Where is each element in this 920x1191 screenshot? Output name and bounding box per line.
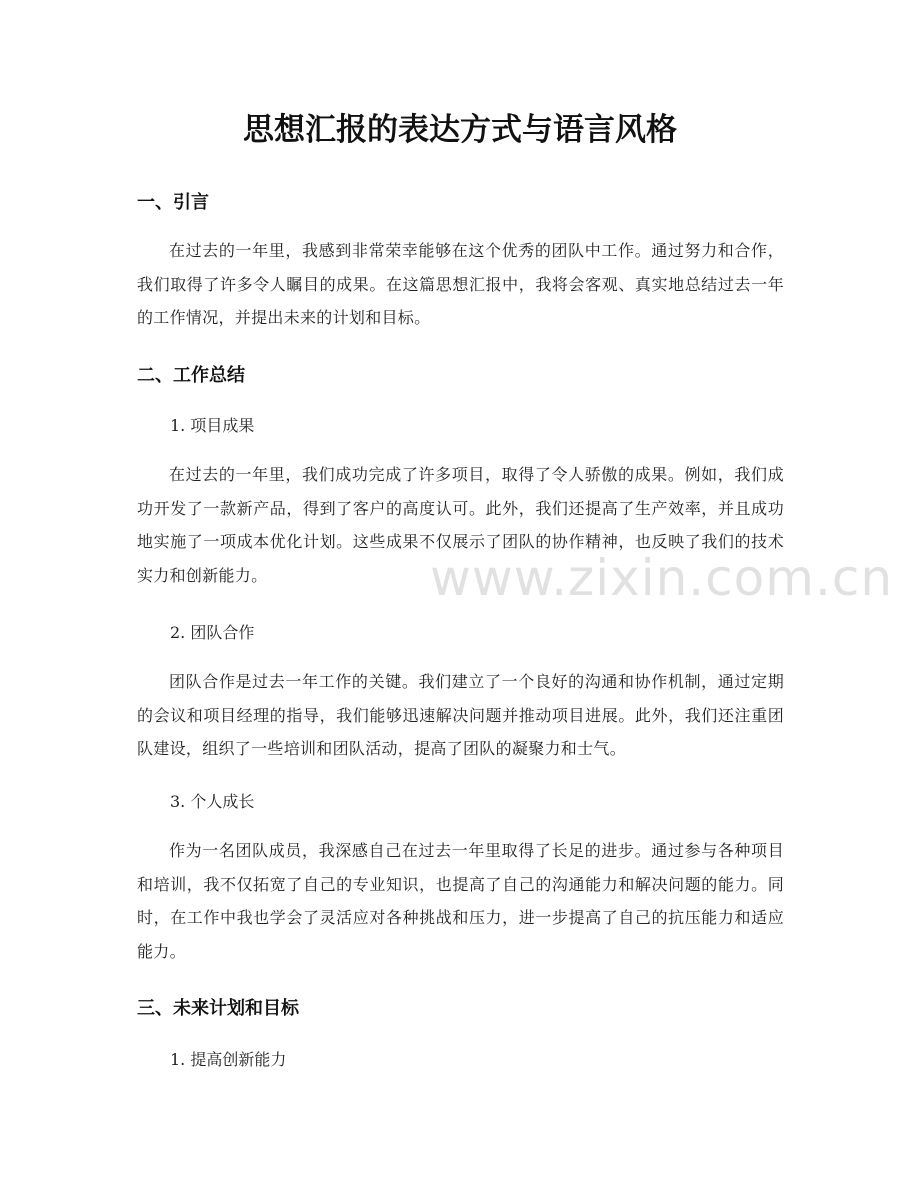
subsection-label-project-results: 1. 项目成果 [170,416,255,435]
document-title: 思想汇报的表达方式与语言风格 [243,112,677,148]
introduction-paragraph: 在过去的一年里，我感到非常荣幸能够在这个优秀的团队中工作。通过努力和合作，我们取得了许多令人瞩目的成果。在这篇思想汇报中，我将会客观、真实地总结过去一年的工作情况，并提出未来的计划和目标。 [137,241,784,327]
subsection-label-teamwork: 2. 团队合作 [170,623,255,642]
section-heading-work-summary: 二、工作总结 [137,365,245,386]
teamwork-paragraph: 团队合作是过去一年工作的关键。我们建立了一个良好的沟通和协作机制，通过定期的会议和项目经理的指导，我们能够迅速解决问题并推动项目进展。此外，我们还注重团队建设，组织了一些培训和团队活动，提高了团队的凝聚力和士气。 [137,672,784,758]
subsection-label-innovation: 1. 提高创新能力 [170,1050,287,1069]
watermark-text: www.zixin.com.cn [430,549,894,607]
subsection-label-personal-growth: 3. 个人成长 [170,792,255,811]
section-heading-introduction: 一、引言 [137,192,209,213]
project-results-paragraph: 在过去的一年里，我们成功完成了许多项目，取得了令人骄傲的成果。例如，我们成功开发了一款新产品，得到了客户的高度认可。此外，我们还提高了生产效率，并且成功地实施了一项成本优化计划。这些成果不仅展示了团队的协作精神，也反映了我们的技术实力和创新能力。 [137,465,784,585]
personal-growth-paragraph: 作为一名团队成员，我深感自己在过去一年里取得了长足的进步。通过参与各种项目和培训，我不仅拓宽了自己的专业知识，也提高了自己的沟通能力和解决问题的能力。同时，在工作中我也学会了灵活应对各种挑战和压力，进一步提高了自己的抗压能力和适应能力。 [137,841,784,961]
section-heading-future-plans: 三、未来计划和目标 [137,998,299,1019]
